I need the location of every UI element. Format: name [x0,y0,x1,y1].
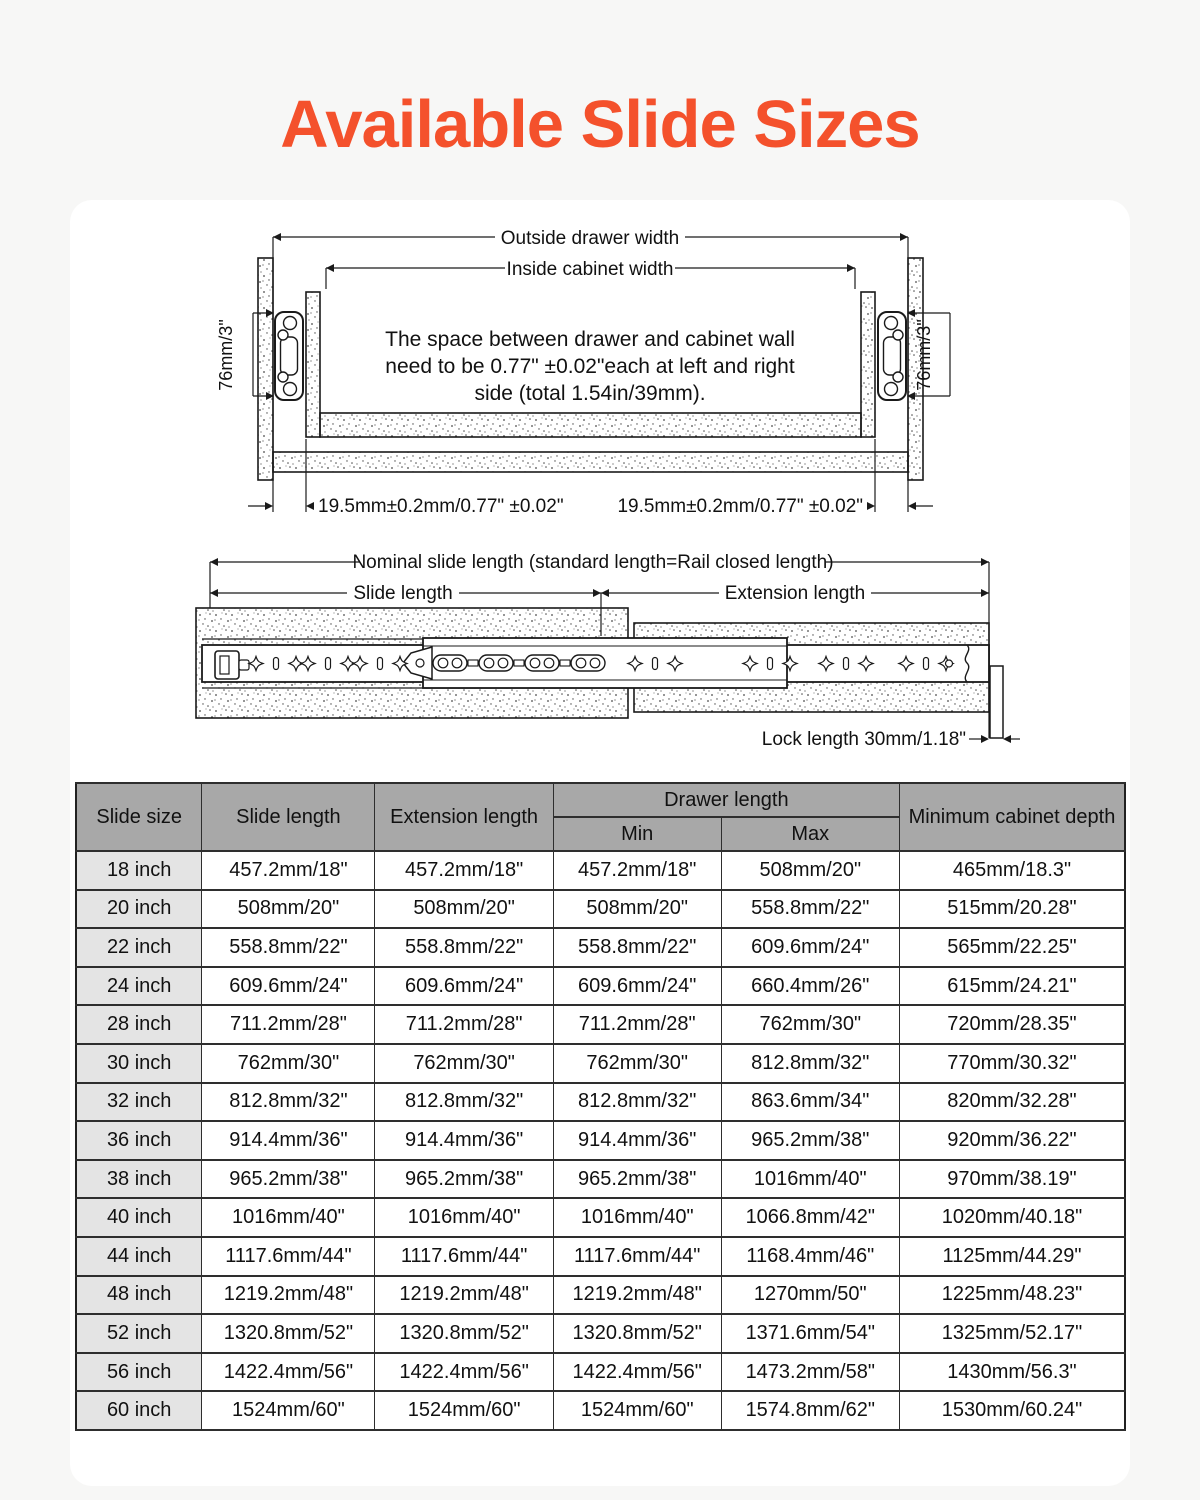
header-drawer-length: Drawer length [553,783,899,817]
table-cell: 1219.2mm/48" [375,1276,553,1315]
slide-size-cell: 32 inch [76,1083,202,1122]
slide-size-cell: 20 inch [76,890,202,929]
table-cell: 457.2mm/18" [553,851,721,890]
table-cell: 762mm/30" [553,1044,721,1083]
table-row [76,1353,1125,1392]
table-cell: 1371.6mm/54" [721,1314,899,1353]
table-cell: 1320.8mm/52" [375,1314,553,1353]
table-cell: 609.6mm/24" [202,967,375,1006]
slide-size-table [75,782,1126,1431]
slide-size-cell: 60 inch [76,1391,202,1430]
table-row [76,1121,1125,1160]
table-cell: 457.2mm/18" [202,851,375,890]
table-cell: 812.8mm/32" [721,1044,899,1083]
table-cell: 1020mm/40.18" [899,1198,1125,1237]
slide-size-cell: 48 inch [76,1276,202,1315]
table-cell: 558.8mm/22" [721,890,899,929]
cabinet-bottom-panel [273,452,908,472]
table-cell: 770mm/30.32" [899,1044,1125,1083]
table-cell: 660.4mm/26" [721,967,899,1006]
table-cell: 1016mm/40" [375,1198,553,1237]
table-cell: 1530mm/60.24" [899,1391,1125,1430]
header-slide-size: Slide size [76,783,202,851]
spacing-note-line1: The space between drawer and cabinet wall [385,328,795,351]
table-cell: 615mm/24.21" [899,967,1125,1006]
header-drawer-min: Min [553,817,721,851]
table-cell: 920mm/36.22" [899,1121,1125,1160]
drawer-bottom-panel [320,413,861,437]
table-row [76,1083,1125,1122]
table-row [76,851,1125,890]
table-cell: 1219.2mm/48" [553,1276,721,1315]
slide-size-cell: 40 inch [76,1198,202,1237]
table-cell: 1430mm/56.3" [899,1353,1125,1392]
table-cell: 965.2mm/38" [202,1160,375,1199]
table-cell: 1117.6mm/44" [375,1237,553,1276]
table-cell: 1219.2mm/48" [202,1276,375,1315]
slide-size-cell: 30 inch [76,1044,202,1083]
table-cell: 965.2mm/38" [375,1160,553,1199]
table-cell: 1422.4mm/56" [553,1353,721,1392]
table-cell: 508mm/20" [202,890,375,929]
table-cell: 558.8mm/22" [375,928,553,967]
table-cell: 711.2mm/28" [553,1005,721,1044]
table-cell: 1422.4mm/56" [202,1353,375,1392]
table-cell: 1168.4mm/46" [721,1237,899,1276]
slide-size-table-wrap [75,782,1126,1431]
table-row [76,1276,1125,1315]
table-cell: 762mm/30" [721,1005,899,1044]
drawer-width-diagram [70,225,1130,525]
table-cell: 863.6mm/34" [721,1083,899,1122]
table-cell: 1225mm/48.23" [899,1276,1125,1315]
inside-cabinet-width-label: Inside cabinet width [506,259,674,280]
table-cell: 1524mm/60" [202,1391,375,1430]
nominal-length-label: Nominal slide length (standard length=Rail closed length) [352,552,834,573]
slide-size-cell: 44 inch [76,1237,202,1276]
table-cell: 914.4mm/36" [375,1121,553,1160]
table-cell: 457.2mm/18" [375,851,553,890]
table-cell: 1117.6mm/44" [202,1237,375,1276]
table-row [76,1314,1125,1353]
table-cell: 965.2mm/38" [553,1160,721,1199]
table-cell: 1016mm/40" [553,1198,721,1237]
table-body [76,851,1125,1430]
slide-size-cell: 38 inch [76,1160,202,1199]
table-cell: 1125mm/44.29" [899,1237,1125,1276]
table-cell: 1016mm/40" [721,1160,899,1199]
spacing-note-line2: need to be 0.77" ±0.02"each at left and right [385,355,795,378]
header-drawer-max: Max [721,817,899,851]
right-gap-label: 19.5mm±0.2mm/0.77" ±0.02" [617,496,863,517]
slide-length-diagram [70,548,1130,763]
page-title: Available Slide Sizes [280,87,920,162]
table-cell: 609.6mm/24" [721,928,899,967]
left-gap-label: 19.5mm±0.2mm/0.77" ±0.02" [318,496,564,517]
left-slide-height-label: 76mm/3" [216,319,236,391]
table-row [76,1237,1125,1276]
header-extension-length: Extension length [375,783,553,851]
table-cell: 1325mm/52.17" [899,1314,1125,1353]
rear-hook-bracket [990,666,1003,738]
table-cell: 1422.4mm/56" [375,1353,553,1392]
table-cell: 762mm/30" [202,1044,375,1083]
drawer-side-right [861,292,875,437]
table-cell: 812.8mm/32" [375,1083,553,1122]
slide-size-cell: 56 inch [76,1353,202,1392]
table-cell: 1117.6mm/44" [553,1237,721,1276]
slide-length-label: Slide length [353,583,453,604]
table-cell: 711.2mm/28" [202,1005,375,1044]
table-cell: 1473.2mm/58" [721,1353,899,1392]
table-cell: 508mm/20" [553,890,721,929]
header-min-cabinet-depth: Minimum cabinet depth [899,783,1125,851]
table-cell: 1066.8mm/42" [721,1198,899,1237]
slide-profile-right [878,312,906,400]
table-row [76,1160,1125,1199]
table-cell: 609.6mm/24" [553,967,721,1006]
table-cell: 1270mm/50" [721,1276,899,1315]
table-cell: 558.8mm/22" [202,928,375,967]
table-cell: 465mm/18.3" [899,851,1125,890]
table-row [76,928,1125,967]
table-cell: 914.4mm/36" [553,1121,721,1160]
table-cell: 508mm/20" [375,890,553,929]
table-cell: 720mm/28.35" [899,1005,1125,1044]
drawer-side-left [306,292,320,437]
table-cell: 914.4mm/36" [202,1121,375,1160]
table-row [76,1198,1125,1237]
spacing-note-line3: side (total 1.54in/39mm). [474,382,706,405]
table-cell: 1574.8mm/62" [721,1391,899,1430]
outside-drawer-width-label: Outside drawer width [500,228,680,249]
slide-profile-left [275,312,303,400]
slide-size-cell: 28 inch [76,1005,202,1044]
slide-size-cell: 36 inch [76,1121,202,1160]
table-cell: 515mm/20.28" [899,890,1125,929]
table-row [76,890,1125,929]
table-row [76,1005,1125,1044]
table-cell: 1524mm/60" [553,1391,721,1430]
table-cell: 812.8mm/32" [553,1083,721,1122]
table-cell: 762mm/30" [375,1044,553,1083]
table-cell: 1016mm/40" [202,1198,375,1237]
spacing-note [385,328,795,405]
table-row [76,1044,1125,1083]
cabinet-wall-left [258,258,273,480]
table-cell: 1524mm/60" [375,1391,553,1430]
slide-size-cell: 18 inch [76,851,202,890]
table-row [76,967,1125,1006]
table-cell: 558.8mm/22" [553,928,721,967]
extension-length-label: Extension length [724,583,866,604]
table-cell: 609.6mm/24" [375,967,553,1006]
table-cell: 1320.8mm/52" [553,1314,721,1353]
lock-length-label: Lock length 30mm/1.18" [761,729,966,750]
table-row [76,1391,1125,1430]
table-cell: 970mm/38.19" [899,1160,1125,1199]
slide-size-cell: 24 inch [76,967,202,1006]
right-slide-height-label: 76mm/3" [914,319,934,391]
table-cell: 1320.8mm/52" [202,1314,375,1353]
slide-size-cell: 22 inch [76,928,202,967]
slide-size-cell: 52 inch [76,1314,202,1353]
table-cell: 565mm/22.25" [899,928,1125,967]
table-cell: 965.2mm/38" [721,1121,899,1160]
table-cell: 812.8mm/32" [202,1083,375,1122]
header-slide-length: Slide length [202,783,375,851]
table-cell: 711.2mm/28" [375,1005,553,1044]
table-cell: 508mm/20" [721,851,899,890]
table-cell: 820mm/32.28" [899,1083,1125,1122]
